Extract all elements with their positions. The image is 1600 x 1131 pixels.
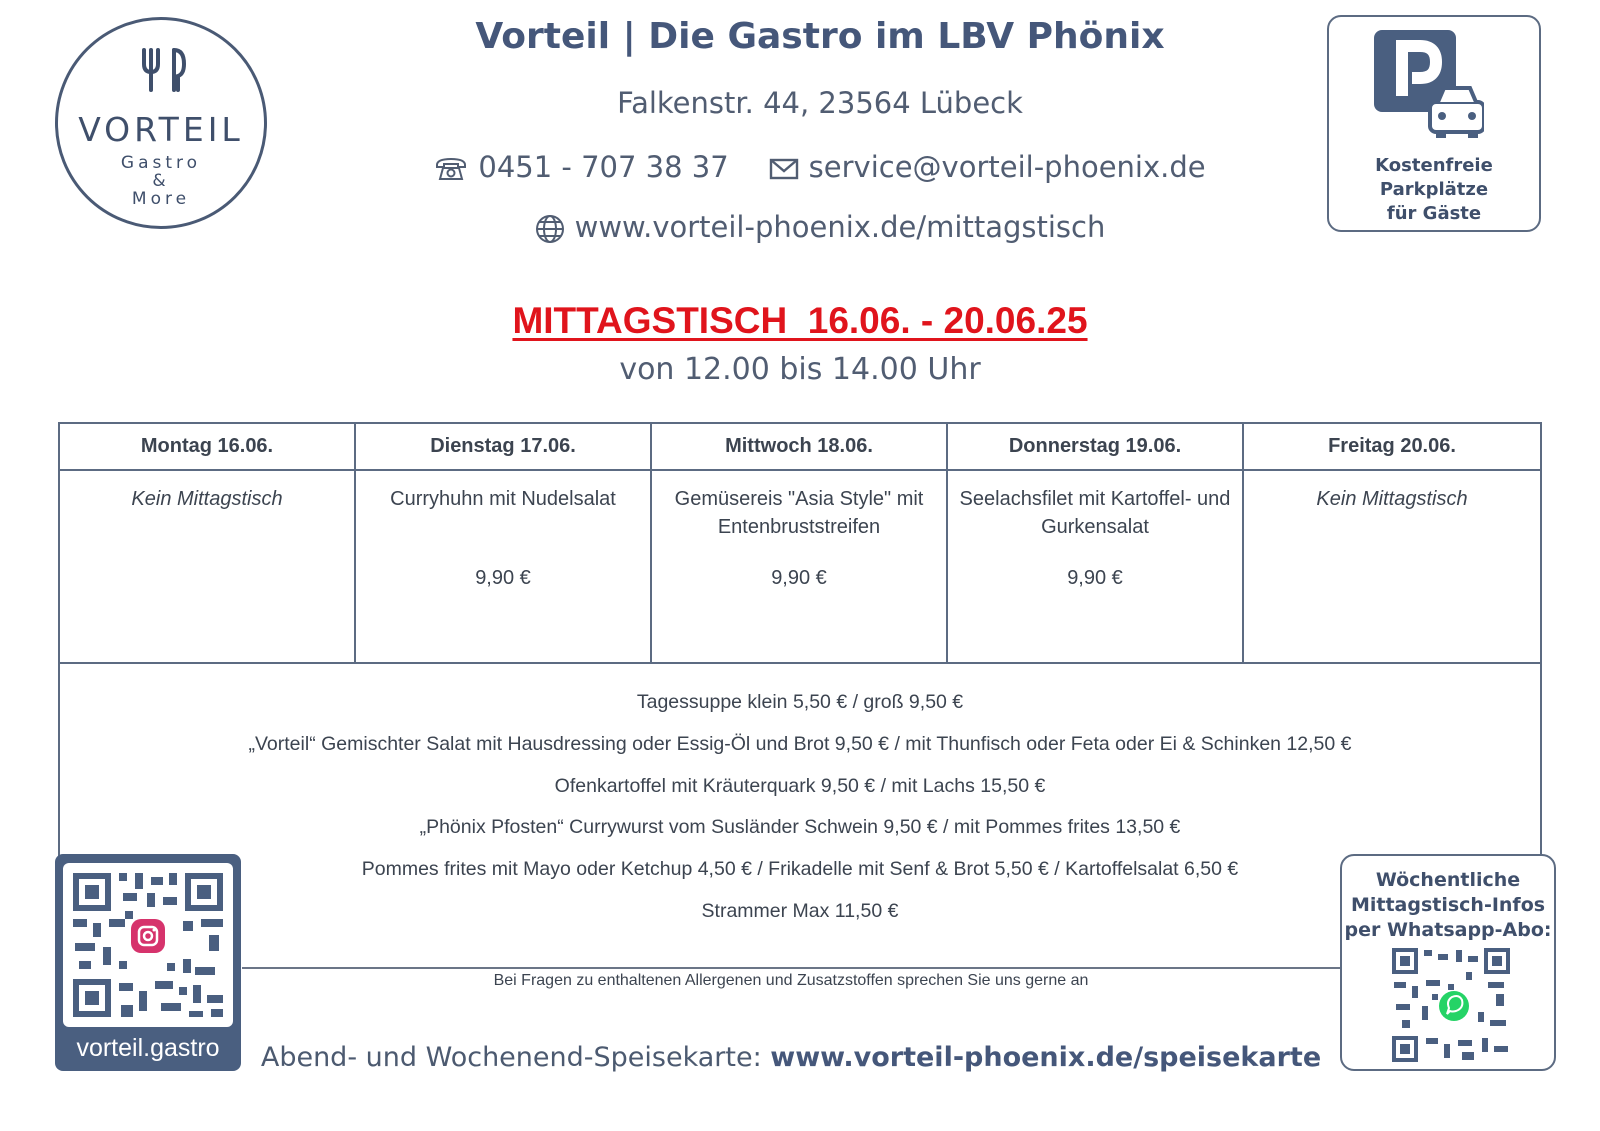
- qr-code-icon: [63, 863, 233, 1027]
- table-divider: [60, 662, 1540, 664]
- day-dish: Kein Mittagstisch: [1316, 488, 1468, 510]
- day-column-thursday: [948, 424, 1244, 662]
- whatsapp-line-1: Wöchentliche: [1375, 869, 1521, 891]
- phone-icon: [434, 156, 468, 182]
- website-link[interactable]: www.vorteil-phoenix.de/mittagstisch: [574, 210, 1106, 244]
- day-header: Dienstag 17.06.: [356, 424, 650, 471]
- parking-line-2: Parkplätze: [1379, 179, 1489, 200]
- extras-item: „Vorteil“ Gemischter Salat mit Hausdressing oder Essig-Öl und Brot 9,50 € / mit Thunfisch oder Feta oder Ei & Schinken 12,50 €: [248, 732, 1352, 755]
- email-link[interactable]: service@vorteil-phoenix.de: [808, 150, 1206, 184]
- logo-line-amp: &: [152, 171, 170, 191]
- logo-line-gastro: Gastro: [120, 153, 202, 173]
- menu-headline: MITTAGSTISCH 16.06. - 20.06.25: [512, 300, 1088, 341]
- day-dish: Seelachsfilet mit Kartoffel- und Gurkensalat: [959, 488, 1231, 538]
- page-title: Vorteil | Die Gastro im LBV Phönix: [475, 16, 1165, 57]
- mail-icon: [769, 158, 799, 180]
- extras-list: [58, 690, 1542, 941]
- whatsapp-line-2: Mittagstisch-Infos: [1350, 894, 1546, 916]
- day-header: Mittwoch 18.06.: [652, 424, 946, 471]
- footer-divider: [242, 967, 1340, 969]
- whatsapp-line-3: per Whatsapp-Abo:: [1344, 919, 1552, 941]
- instagram-qr-card[interactable]: [55, 854, 241, 1071]
- contact-line: [400, 150, 1240, 184]
- website-line: [400, 210, 1240, 244]
- day-header: Montag 16.06.: [60, 424, 354, 471]
- extras-item: Tagessuppe klein 5,50 € / groß 9,50 €: [636, 691, 964, 713]
- fork-knife-icon: [138, 46, 188, 94]
- instagram-qr-code: [63, 863, 233, 1027]
- globe-icon: [535, 214, 565, 244]
- day-header: Donnerstag 19.06.: [948, 424, 1242, 471]
- day-price: 9,90 €: [771, 567, 827, 589]
- parking-box: [1327, 15, 1541, 232]
- logo-line-more: More: [131, 189, 191, 209]
- footer-label: Abend- und Wochenend-Speisekarte:: [260, 1042, 771, 1073]
- day-column-wednesday: [652, 424, 948, 662]
- extras-item: Pommes frites mit Mayo oder Ketchup 4,50 € / Frikadelle mit Senf & Brot 5,50 € / Kartoffelsalat 6,50 €: [361, 858, 1239, 881]
- day-dish: Gemüsereis "Asia Style" mit Entenbruststreifen: [674, 488, 924, 538]
- parking-line-1: Kostenfreie: [1375, 155, 1493, 176]
- phone-number[interactable]: 0451 - 707 38 37: [478, 150, 729, 184]
- day-column-tuesday: [356, 424, 652, 662]
- speisekarte-link[interactable]: www.vorteil-phoenix.de/speisekarte: [770, 1042, 1322, 1073]
- extras-item: Strammer Max 11,50 €: [701, 899, 899, 922]
- whatsapp-box[interactable]: [1340, 854, 1556, 1071]
- day-header: Freitag 20.06.: [1244, 424, 1540, 471]
- instagram-handle[interactable]: vorteil.gastro: [76, 1034, 220, 1062]
- logo-brand: VORTEIL: [78, 110, 244, 149]
- address: Falkenstr. 44, 23564 Lübeck: [617, 86, 1023, 120]
- extras-item: „Phönix Pfosten“ Currywurst vom Susländer Schwein 9,50 € / mit Pommes frites 13,50 €: [419, 816, 1181, 839]
- day-dish: Curryhuhn mit Nudelsalat: [390, 488, 616, 510]
- day-column-monday: [60, 424, 356, 662]
- parking-line-3: für Gäste: [1386, 203, 1482, 224]
- extras-item: Ofenkartoffel mit Kräuterquark 9,50 € / mit Lachs 15,50 €: [554, 774, 1046, 797]
- allergen-note: Bei Fragen zu enthaltenen Allergenen und Zusatzstoffen sprechen Sie uns gerne an: [493, 972, 1089, 989]
- day-price: 9,90 €: [475, 567, 531, 589]
- footer-line: [242, 1042, 1340, 1073]
- whatsapp-qr-code: [1392, 948, 1510, 1062]
- day-dish: Kein Mittagstisch: [131, 488, 283, 510]
- opening-hours: von 12.00 bis 14.00 Uhr: [619, 352, 981, 387]
- day-column-friday: [1244, 424, 1540, 662]
- parking-icon: [1374, 30, 1484, 140]
- vorteil-logo: [55, 17, 267, 229]
- day-price: 9,90 €: [1067, 567, 1123, 589]
